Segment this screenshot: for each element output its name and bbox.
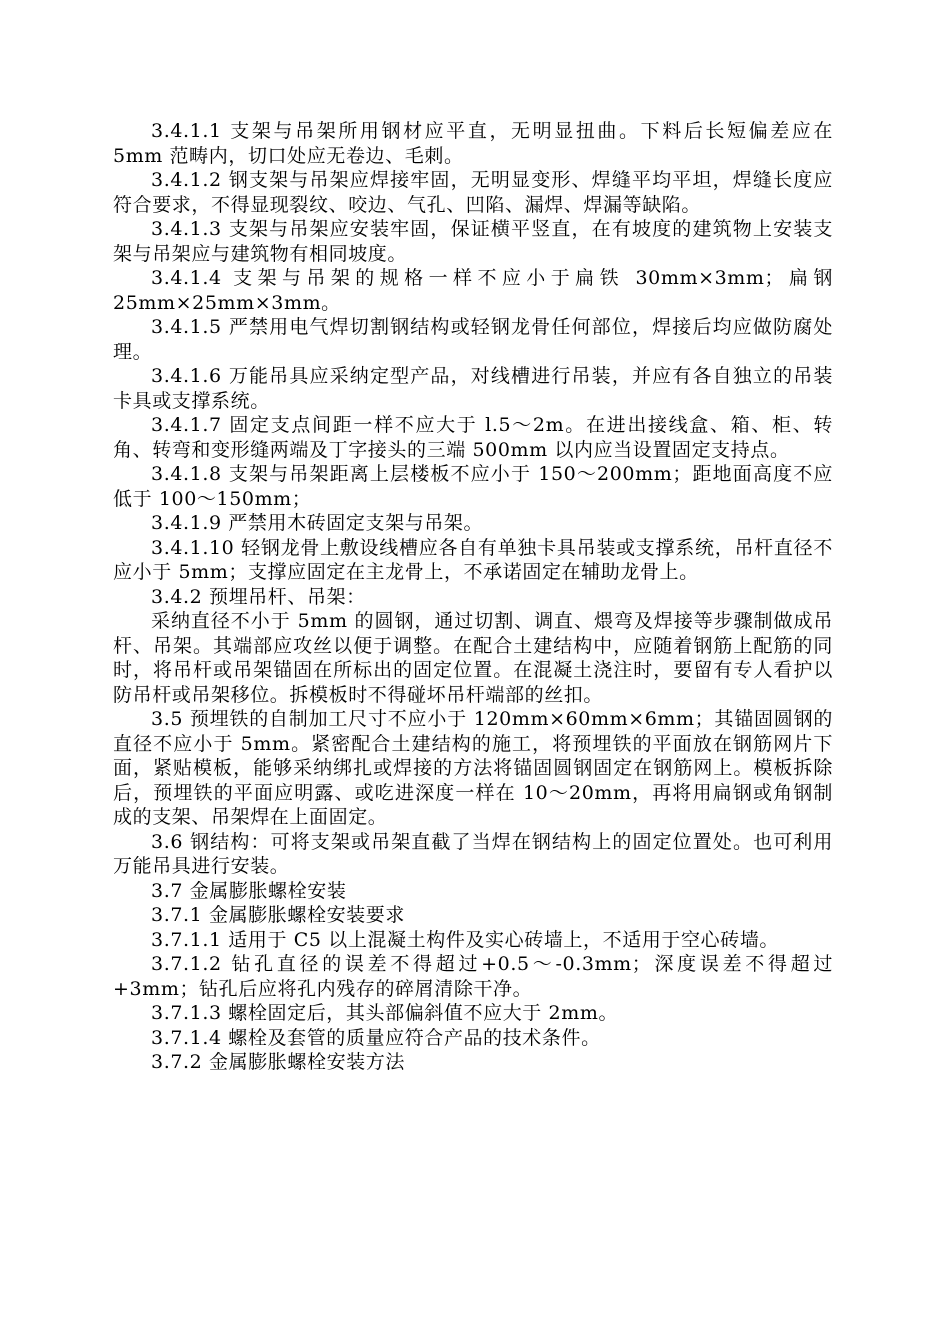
heading-3-7: 3.7 金属膨胀螺栓安装 [151,879,347,902]
paragraph-3-4-1-4: 3.4.1.4 支架与吊架的规格一样不应小于扁铁 30mm×3mm；扁钢 25mm×25mm×3mm。 [113,267,833,314]
paragraph-3-4-1-1: 3.4.1.1 支架与吊架所用钢材应平直，无明显扭曲。下料后长短偏差应在 5mm 范畴内，切口处应无卷边、毛刺。 [113,120,833,167]
paragraph-3-6: 3.6 钢结构：可将支架或吊架直截了当焊在钢结构上的固定位置处。也可利用万能吊具进行安装。 [113,830,833,877]
paragraph-3-7-1-4: 3.7.1.4 螺栓及套管的质量应符合产品的技术条件。 [151,1026,601,1049]
paragraph-3-4-2-body: 采纳直径不小于 5mm 的圆钢，通过切割、调直、煨弯及焊接等步骤制做成吊杆、吊架。其端部应攻丝以便于调整。在配合土建结构中，应随着钢筋上配筋的同时，将吊杆或吊架锚固在所标出的固定位置。在混凝土浇注时，要留有专人看护以防吊杆或吊架移位。拆模板时不得碰坏吊杆端部的丝扣。 [113,610,833,706]
paragraph-3-4-1-10: 3.4.1.10 轻钢龙骨上敷设线槽应各自有单独卡具吊装或支撑系统，吊杆直径不应小于 5mm；支撑应固定在主龙骨上，不承诺固定在辅助龙骨上。 [113,536,833,583]
paragraph-3-7-1-1: 3.7.1.1 适用于 C5 以上混凝土构件及实心砖墙上，不适用于空心砖墙。 [151,928,780,951]
heading-3-4-2: 3.4.2 预埋吊杆、吊架： [151,585,366,608]
paragraph-3-4-1-5: 3.4.1.5 严禁用电气焊切割钢结构或轻钢龙骨任何部位，焊接后均应做防腐处理。 [113,316,833,363]
document-body [113,119,833,1075]
paragraph-3-5: 3.5 预埋铁的自制加工尺寸不应小于 120mm×60mm×6mm；其锚固圆钢的直径不应小于 5mm。紧密配合土建结构的施工，将预埋铁的平面放在钢筋网片下面，紧贴模板，能够采纳绑扎或焊接的方法将锚固圆钢固定在钢筋网上。模板拆除后，预埋铁的平面应明露、或吃进深度一样在 10～20mm，再将用扁钢或角钢制成的支架、吊架焊在上面固定。 [113,708,833,828]
paragraph-3-7-1-3: 3.7.1.3 螺栓固定后，其头部偏斜值不应大于 2mm。 [151,1002,619,1024]
paragraph-3-4-1-9: 3.4.1.9 严禁用木砖固定支架与吊架。 [151,512,484,534]
paragraph-3-4-1-2: 3.4.1.2 钢支架与吊架应焊接牢固，无明显变形、焊缝平均平坦，焊缝长度应符合要求，不得显现裂纹、咬边、气孔、凹陷、漏焊、焊漏等缺陷。 [113,169,833,216]
paragraph-3-4-1-3: 3.4.1.3 支架与吊架应安装牢固，保证横平竖直，在有坡度的建筑物上安装支架与吊架应与建筑物有相同坡度。 [113,218,833,265]
heading-3-7-2: 3.7.2 金属膨胀螺栓安装方法 [151,1051,405,1073]
paragraph-3-4-1-8: 3.4.1.8 支架与吊架距离上层楼板不应小于 150～200mm；距地面高度不应低于 100～150mm； [113,463,833,510]
paragraph-3-4-1-6: 3.4.1.6 万能吊具应采纳定型产品，对线槽进行吊装，并应有各自独立的吊装卡具或支撑系统。 [113,365,833,412]
paragraph-3-4-1-7: 3.4.1.7 固定支点间距一样不应大于 l.5～2m。在进出接线盒、箱、柜、转角、转弯和变形缝两端及丁字接头的三端 500mm 以内应当设置固定支持点。 [113,414,833,461]
heading-3-7-1: 3.7.1 金属膨胀螺栓安装要求 [151,904,405,926]
paragraph-3-7-1-2: 3.7.1.2 钻孔直径的误差不得超过+0.5～-0.3mm；深度误差不得超过+3mm；钻孔后应将孔内残存的碎屑清除干净。 [113,953,833,1000]
